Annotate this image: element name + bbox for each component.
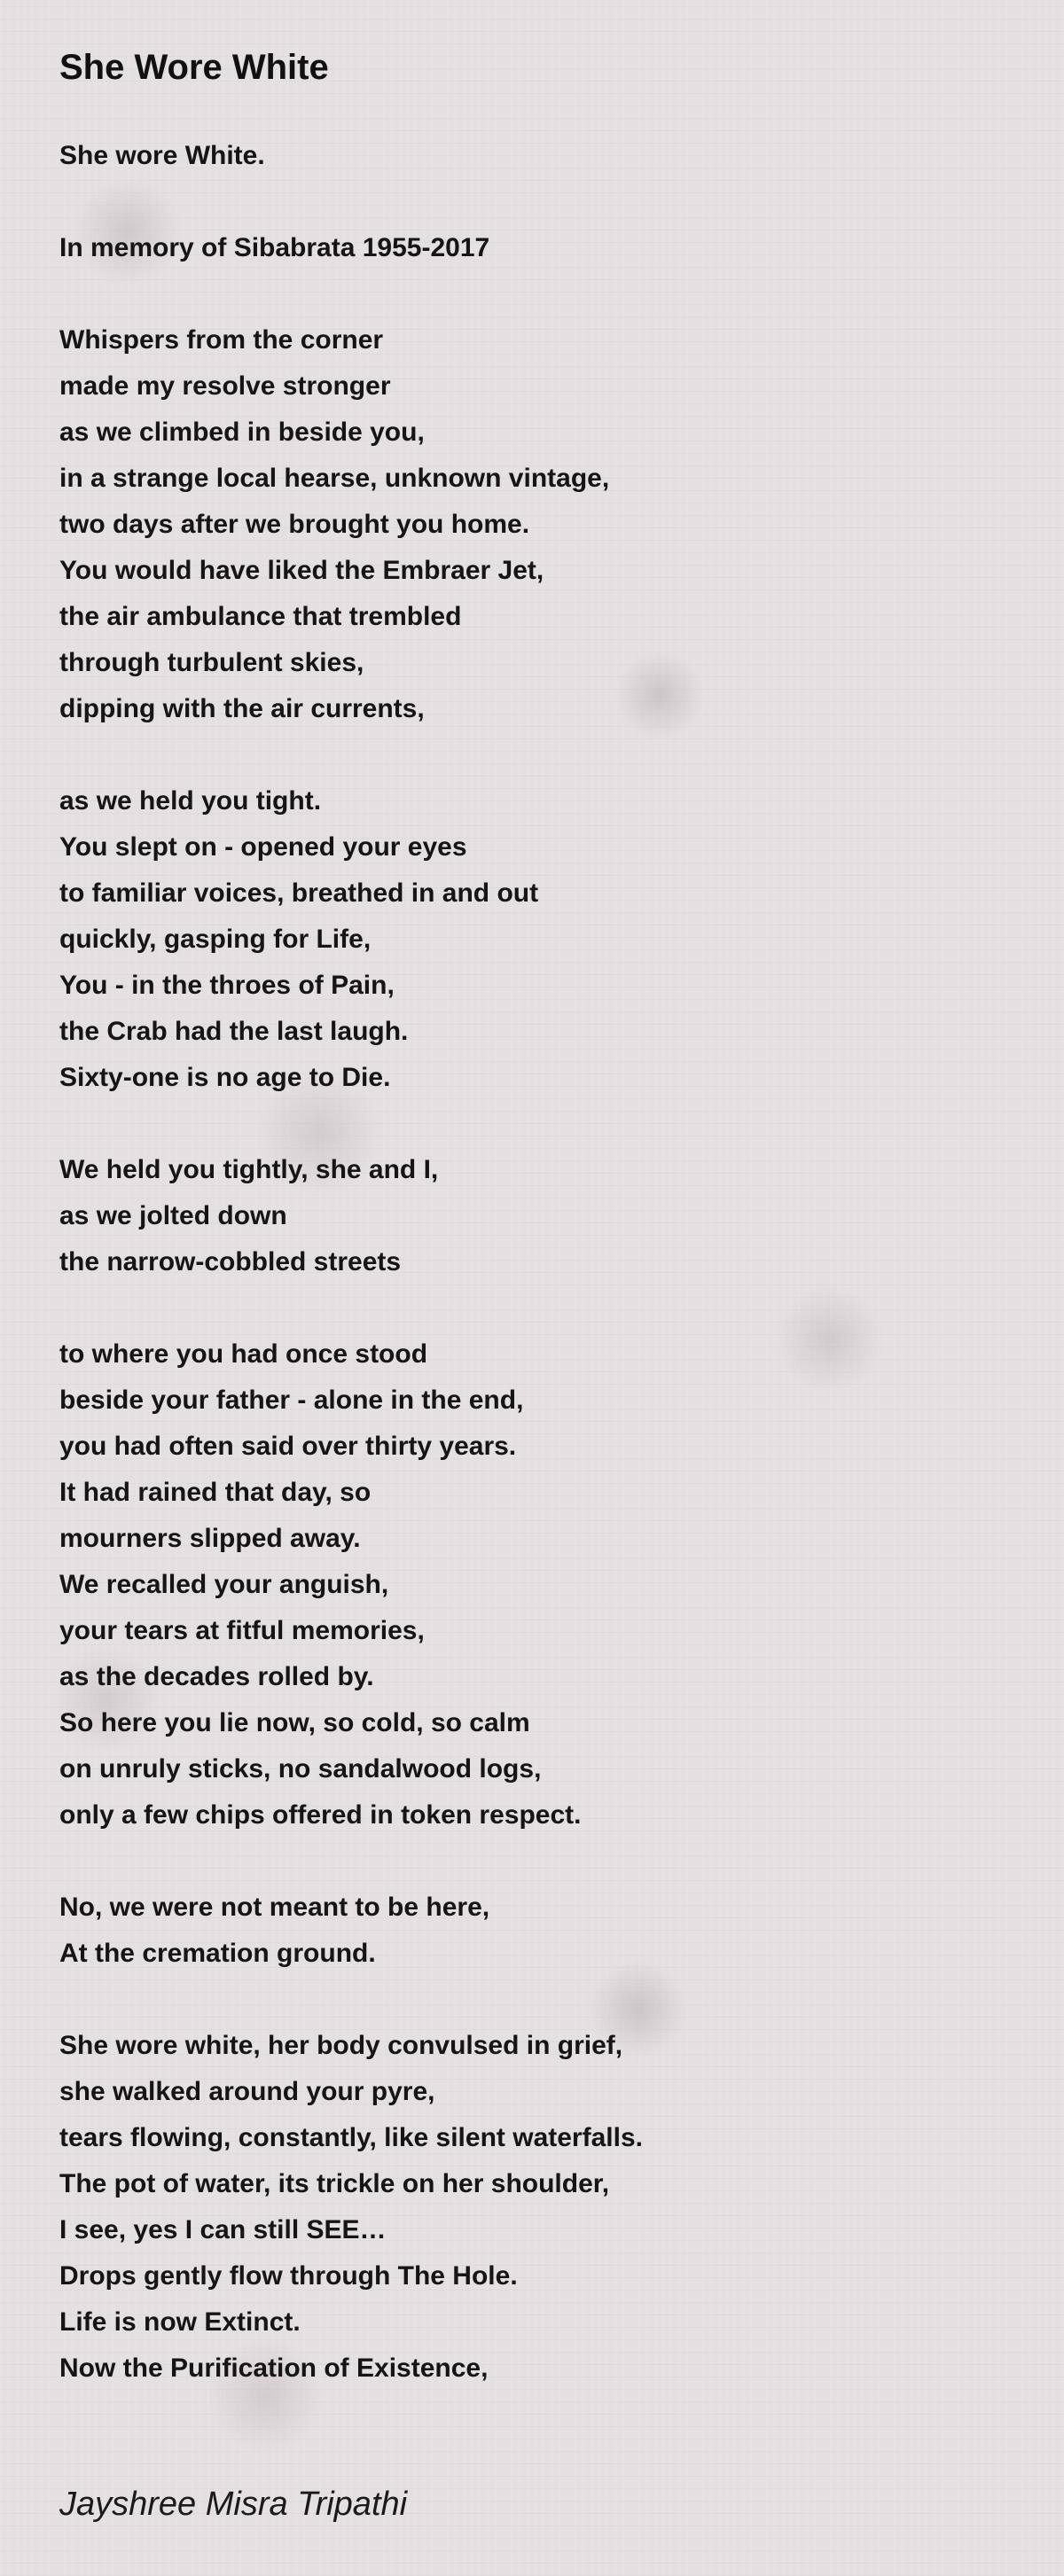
poem-line: she walked around your pyre, xyxy=(59,2077,435,2106)
poem-line: the air ambulance that trembled xyxy=(59,602,462,631)
poem-line: the Crab had the last laugh. xyxy=(59,1017,409,1046)
poem-line: The pot of water, its trickle on her shoulder, xyxy=(59,2169,610,2198)
poem-line: made my resolve stronger xyxy=(59,371,391,401)
poem-line: as we climbed in beside you, xyxy=(59,418,425,447)
poem-line: tears flowing, constantly, like silent waterfalls. xyxy=(59,2123,643,2152)
poem-line: two days after we brought you home. xyxy=(59,510,530,539)
poem-line: the narrow-cobbled streets xyxy=(59,1247,402,1276)
poem-line: beside your father - alone in the end, xyxy=(59,1386,524,1415)
poem-line: So here you lie now, so cold, so calm xyxy=(59,1708,530,1737)
poem-line: through turbulent skies, xyxy=(59,648,364,677)
poem-line: your tears at fitful memories, xyxy=(59,1616,425,1645)
poem-line: You - in the throes of Pain, xyxy=(59,971,395,1000)
stanza-break xyxy=(59,1977,1017,2023)
poem-line: dipping with the air currents, xyxy=(59,694,425,723)
stanza-break xyxy=(59,1101,1017,1147)
poem-line: No, we were not meant to be here, xyxy=(59,1893,490,1922)
poem-title: She Wore White xyxy=(59,48,329,87)
poem-line: Sixty-one is no age to Die. xyxy=(59,1063,391,1092)
poem-line: At the cremation ground. xyxy=(59,1939,376,1968)
poem-line: I see, yes I can still SEE… xyxy=(59,2215,387,2244)
poem-body xyxy=(59,133,1017,2392)
poem-author: Jayshree Misra Tripathi xyxy=(59,2486,408,2523)
stanza-break xyxy=(59,732,1017,778)
poem-line: as we jolted down xyxy=(59,1201,287,1230)
poem-line: in a strange local hearse, unknown vintage, xyxy=(59,464,610,493)
poem-line: quickly, gasping for Life, xyxy=(59,925,372,954)
poem-line: only a few chips offered in token respect. xyxy=(59,1800,582,1830)
stanza-break xyxy=(59,179,1017,225)
poem-line: to where you had once stood xyxy=(59,1339,428,1369)
poem-line: Life is now Extinct. xyxy=(59,2307,301,2337)
stanza-break xyxy=(59,1285,1017,1331)
poem-line: It had rained that day, so xyxy=(59,1478,372,1507)
poem-line: You would have liked the Embraer Jet, xyxy=(59,556,544,585)
poem-line: as the decades rolled by. xyxy=(59,1662,374,1691)
poem-line: She wore White. xyxy=(59,141,265,170)
poem-line: to familiar voices, breathed in and out xyxy=(59,878,539,908)
poem-line: We recalled your anguish, xyxy=(59,1570,389,1599)
poem-line: In memory of Sibabrata 1955-2017 xyxy=(59,233,490,262)
poem-line: Drops gently flow through The Hole. xyxy=(59,2261,518,2291)
poem-line: You slept on - opened your eyes xyxy=(59,832,467,862)
poem-line: She wore white, her body convulsed in grief, xyxy=(59,2031,623,2060)
poem-line: as we held you tight. xyxy=(59,786,322,816)
stanza-break xyxy=(59,271,1017,317)
poem-line: you had often said over thirty years. xyxy=(59,1432,517,1461)
poem-line: Now the Purification of Existence, xyxy=(59,2354,489,2383)
stanza-break xyxy=(59,1838,1017,1885)
poem-line: We held you tightly, she and I, xyxy=(59,1155,439,1184)
poem-line: on unruly sticks, no sandalwood logs, xyxy=(59,1754,542,1784)
poem-line: Whispers from the corner xyxy=(59,325,384,355)
poem-line: mourners slipped away. xyxy=(59,1524,361,1553)
